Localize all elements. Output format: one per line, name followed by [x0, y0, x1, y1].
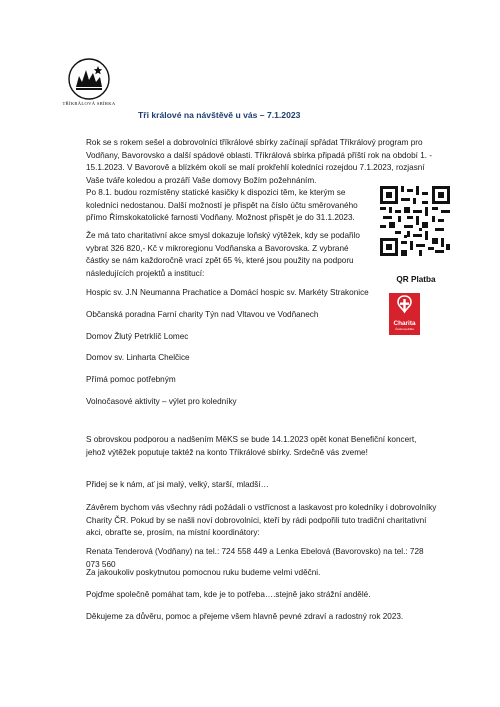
charita-cross-icon [389, 293, 420, 320]
join-us-paragraph: Přidej se k nám, ať jsi malý, velký, starší, mladší… [86, 480, 269, 489]
results-paragraph: Že má tato charitativní akce smysl dokazuje loňský výtěžek, kdy se podařilo vybrat 326 820,- Kč v mikroregionu Vodňanska a Bavorovska. Z vybrané částky se nám každoročně vrací zpět 65 %, které jsou použity na podporu následujících projektů a institucí: [86, 231, 360, 278]
request-paragraph: Závěrem bychom vás všechny rádi požádali o vstřícnost a laskavost pro koledníky i dobrovolníky Charity ČR. Pokud by se našli noví dobrovolníci, kteří by rádi podpořili tuto tradiční charitativní akci, obraťte se, prosím, na místní koordinátory: [86, 503, 437, 538]
project-item: Hospic sv. J.N Neumanna Prachatice a Domácí hospic sv. Markéty Strakonice [86, 288, 369, 297]
charita-subtitle: Česká republika [395, 328, 414, 331]
collection-paragraph: Po 8.1. budou rozmístěny statické kasičky k dispozici těm, ke kterým se koledníci nedostanou. Další možností je přispět na číslo účtu směrovaného přímo Římskokatolické farnosti Vodňany. Možnost přispět je do 31.1.2023. [86, 188, 358, 223]
charita-logo [389, 293, 420, 335]
project-item: Volnočasové aktivity – výlet pro koledníky [86, 397, 237, 406]
qr-platba-label: QR Platba [396, 275, 436, 284]
concert-paragraph: S obrovskou podporou a nadšením MěKS se bude 14.1.2023 opět konat Benefiční koncert, jehož výtěžek poputuje taktéž na konto Tříkrálové sbírky. Srdečně vás zveme! [86, 435, 417, 457]
project-item: Domov sv. Linharta Chelčice [86, 353, 190, 362]
qr-code-icon [380, 186, 450, 256]
closing-paragraph: Děkujeme za důvěru, pomoc a přejeme všem hlavně pevné zdraví a radostný rok 2023. [86, 612, 404, 621]
project-item: Občanská poradna Farní charity Týn nad Vltavou ve Vodňanech [86, 310, 319, 319]
project-item: Přímá pomoc potřebným [86, 375, 176, 384]
coordinators-paragraph: Renata Tenderová (Vodňany) na tel.: 724 558 449 a Lenka Ebelová (Bavorovsko) na tel.: 728 073 560 [86, 547, 424, 569]
charita-name: Charita [393, 320, 416, 327]
document-title: Tři králové na návštěvě u vás – 7.1.2023 [138, 110, 301, 120]
three-kings-logo [68, 58, 110, 100]
project-item: Domov Žlutý Petrklíč Lomec [86, 332, 189, 341]
logo-text: TŘÍKRÁLOVÁ SBÍRKA [62, 101, 116, 106]
angels-paragraph: Pojďme společně pomáhat tam, kde je to potřeba….stejně jako strážní andělé. [86, 590, 371, 599]
intro-paragraph: Rok se s rokem sešel a dobrovolníci tříkrálové sbírky začínají spřádat Tříkrálový program pro Vodňany, Bavorovsko a další spádové oblasti. Tříkrálová sbírka připadá příští rok na období 1. - 15.1.2023. V Bavorově a blízkém okolí se malí prokřehlí koledníci rozejdou 7.1.2023, rozjasní Vaše tváře koledou a prozáří Vaše domovy Božím požehnáním. [86, 138, 433, 185]
thanks-help-paragraph: Za jakoukoliv poskytnutou pomocnou ruku budeme velmi vděčni. [86, 568, 321, 577]
